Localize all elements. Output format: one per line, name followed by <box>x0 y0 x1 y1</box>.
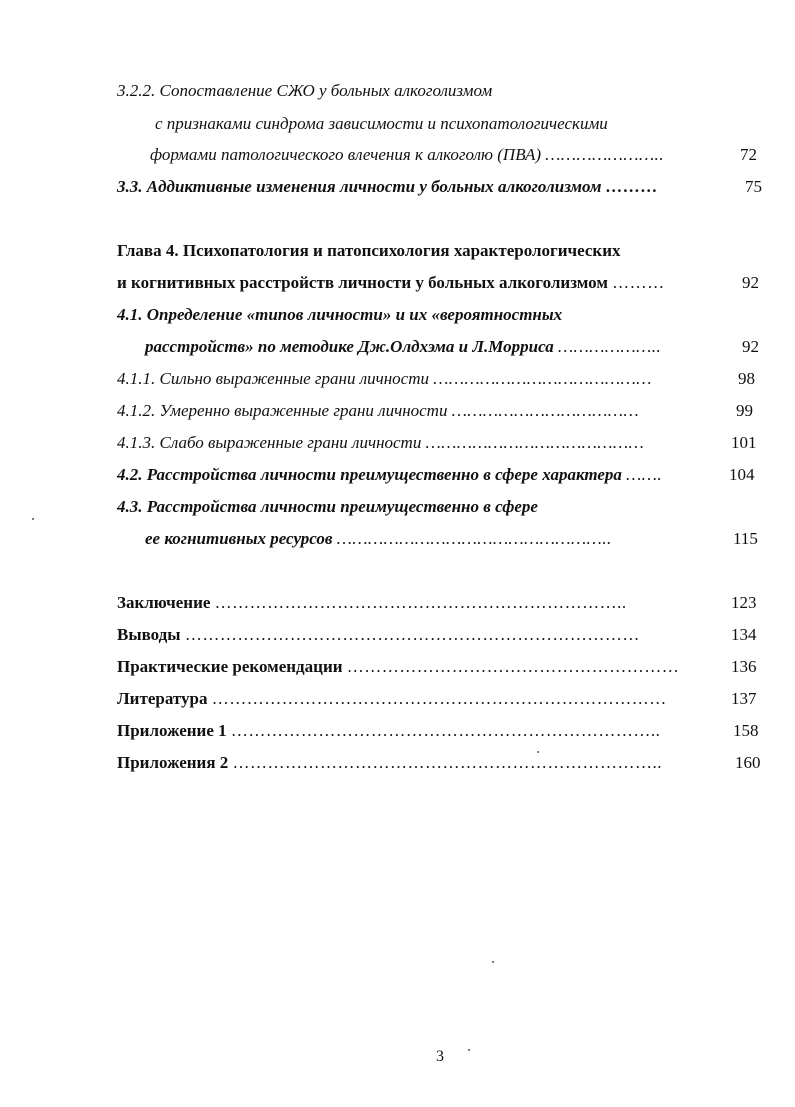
toc-entry-appendix-1 <box>117 720 660 742</box>
scan-speck <box>468 1049 470 1051</box>
toc-dots: ……………………………………………………………….. <box>232 753 663 772</box>
toc-page-number: 72 <box>740 145 757 164</box>
toc-entry-3-2-2-cont <box>155 113 608 135</box>
page-number: 3 <box>436 1048 444 1065</box>
toc-entry-4-1-1 <box>117 368 652 390</box>
toc-dots: ……… <box>612 273 665 292</box>
toc-page-number: 104 <box>729 465 755 484</box>
scan-speck <box>537 751 539 753</box>
toc-entry-3-2-2 <box>117 80 492 102</box>
toc-label: с признаками синдрома зависимости и психопатологическими <box>155 114 608 133</box>
toc-dots: …………………………………………….. <box>336 529 612 548</box>
toc-page-number: 98 <box>738 369 755 388</box>
scan-speck <box>32 518 34 520</box>
toc-label: 4.2. Расстройства личности преимущественно в сфере характера <box>117 465 622 484</box>
toc-label: 4.1.1. Сильно выраженные грани личности <box>117 369 429 388</box>
toc-page-number: 137 <box>731 689 757 708</box>
toc-page-number: 115 <box>733 529 758 548</box>
toc-entry-conclusion <box>117 592 627 614</box>
scan-speck <box>492 961 494 963</box>
toc-dots: ……………………………………………………………….. <box>230 721 661 740</box>
toc-dots: ……. <box>626 465 663 484</box>
toc-label: 4.3. Расстройства личности преимущественно в сфере <box>117 497 538 516</box>
toc-label: и когнитивных расстройств личности у больных алкоголизмом <box>117 273 608 292</box>
toc-entry-4-1-3 <box>117 432 644 454</box>
toc-dots: …………………………………… <box>433 369 652 388</box>
toc-label: Практические рекомендации <box>117 657 343 676</box>
toc-page-number: 158 <box>733 721 759 740</box>
toc-dots: ………………………………………………… <box>346 657 680 676</box>
toc-dots: ………………….. <box>545 145 665 164</box>
toc-label: 3.3. Аддиктивные изменения личности у больных алкоголизмом <box>117 177 602 196</box>
toc-label: ее когнитивных ресурсов <box>145 529 333 548</box>
toc-label: формами патологического влечения к алкоголю (ПВА) <box>150 145 541 164</box>
toc-dots: …………………………………………………………………… <box>184 625 640 644</box>
toc-label: Глава 4. Психопатология и патопсихология характерологических <box>117 241 621 260</box>
toc-dots: ……………………………… <box>451 401 640 420</box>
toc-label: расстройств» по методике Дж.Олдхэма и Л.Морриса <box>145 337 554 356</box>
toc-label: 4.1.3. Слабо выраженные грани личности <box>117 433 422 452</box>
toc-page-number: 160 <box>735 753 761 772</box>
toc-page-number: 75 <box>745 177 762 196</box>
toc-dots: ……………….. <box>558 337 662 356</box>
toc-entry-4-1-2 <box>117 400 639 422</box>
toc-page-number: 134 <box>731 625 757 644</box>
toc-label: Приложения 2 <box>117 753 229 772</box>
toc-entry-findings <box>117 624 640 646</box>
toc-dots: ……… <box>605 177 659 196</box>
toc-dots: …………………………………………………………….. <box>214 593 627 612</box>
toc-label: Выводы <box>117 625 181 644</box>
toc-entry-4-2 <box>117 464 662 486</box>
toc-entry-4-3-cont <box>145 528 612 550</box>
toc-label: Литература <box>117 689 208 708</box>
toc-entry-3-2-2-end <box>150 144 664 166</box>
toc-entry-recommendations <box>117 656 679 678</box>
toc-entry-appendix-2 <box>117 752 662 774</box>
toc-page-number: 92 <box>742 337 759 356</box>
toc-entry-4-1 <box>117 304 562 326</box>
toc-entry-3-3 <box>117 176 658 198</box>
toc-entry-chapter-4 <box>117 240 621 262</box>
toc-page-number: 136 <box>731 657 757 676</box>
toc-entry-literature <box>117 688 667 710</box>
toc-label: 3.2.2. Сопоставление СЖО у больных алкоголизмом <box>117 81 493 100</box>
toc-dots: …………………………………………………………………… <box>211 689 667 708</box>
toc-page-number: 101 <box>731 433 757 452</box>
toc-entry-4-1-cont <box>145 336 661 358</box>
toc-entry-chapter-4-cont <box>117 272 665 294</box>
toc-page-number: 123 <box>731 593 757 612</box>
toc-dots: …………………………………… <box>425 433 645 452</box>
toc-page-number: 92 <box>742 273 759 292</box>
toc-label: Приложение 1 <box>117 721 227 740</box>
toc-label: 4.1.2. Умеренно выраженные грани личности <box>117 401 448 420</box>
toc-label: Заключение <box>117 593 211 612</box>
toc-label: 4.1. Определение «типов личности» и их «вероятностных <box>117 305 563 324</box>
toc-entry-4-3 <box>117 496 538 518</box>
toc-page-number: 99 <box>736 401 753 420</box>
